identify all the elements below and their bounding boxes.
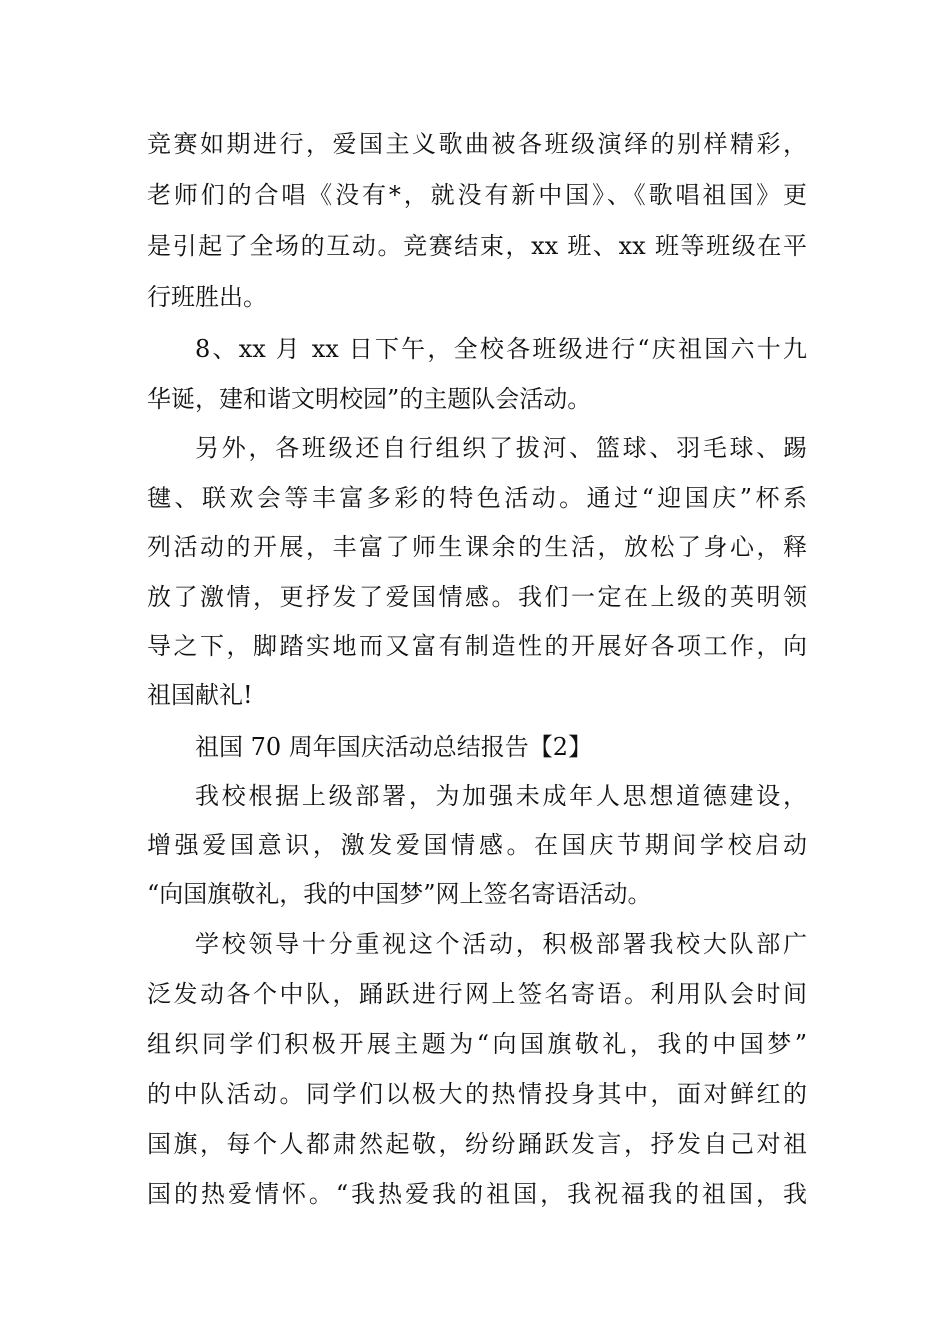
section-heading: 祖国 70 周年国庆活动总结报告【2】 xyxy=(195,733,593,761)
text-line: 是引起了全场的互动。竞赛结束，xx 班、xx 班等班级在平 xyxy=(147,232,807,260)
text-line: 毽、联欢会等丰富多彩的特色活动。通过“迎国庆”杯系 xyxy=(147,484,807,512)
text-line: 行班胜出。 xyxy=(147,283,267,311)
text-line: 导之下，脚踏实地而又富有制造性的开展好各项工作，向 xyxy=(147,632,807,660)
text-line: 学校领导十分重视这个活动，积极部署我校大队部广 xyxy=(195,930,807,958)
text-line: 祖国献礼! xyxy=(147,681,253,709)
text-line: 增强爱国意识，激发爱国情感。在国庆节期间学校启动 xyxy=(147,831,807,859)
text-line: “向国旗敬礼，我的中国梦”网上签名寄语活动。 xyxy=(147,880,652,908)
text-line: 老师们的合唱《没有*，就没有新中国》、《歌唱祖国》更 xyxy=(147,181,807,209)
text-line: 另外，各班级还自行组织了拔河、篮球、羽毛球、踢 xyxy=(195,434,807,462)
text-line: 竞赛如期进行，爱国主义歌曲被各班级演绎的别样精彩， xyxy=(147,130,807,158)
text-line: 国的热爱情怀。“我热爱我的祖国，我祝福我的祖国，我 xyxy=(147,1180,807,1208)
text-line: 列活动的开展，丰富了师生课余的生活，放松了身心，释 xyxy=(147,533,807,561)
text-line: 8、xx 月 xx 日下午，全校各班级进行“庆祖国六十九 xyxy=(195,335,807,363)
text-line: 国旗，每个人都肃然起敬，纷纷踊跃发言，抒发自己对祖 xyxy=(147,1130,807,1158)
text-line: 组织同学们积极开展主题为“向国旗敬礼，我的中国梦” xyxy=(147,1030,807,1058)
text-line: 我校根据上级部署，为加强未成年人思想道德建设， xyxy=(195,782,807,810)
text-line: 的中队活动。同学们以极大的热情投身其中，面对鲜红的 xyxy=(147,1080,807,1108)
text-line: 华诞，建和谐文明校园”的主题队会活动。 xyxy=(147,385,592,413)
text-line: 泛发动各个中队，踊跃进行网上签名寄语。利用队会时间 xyxy=(147,980,807,1008)
text-line: 放了激情，更抒发了爱国情感。我们一定在上级的英明领 xyxy=(147,583,807,611)
